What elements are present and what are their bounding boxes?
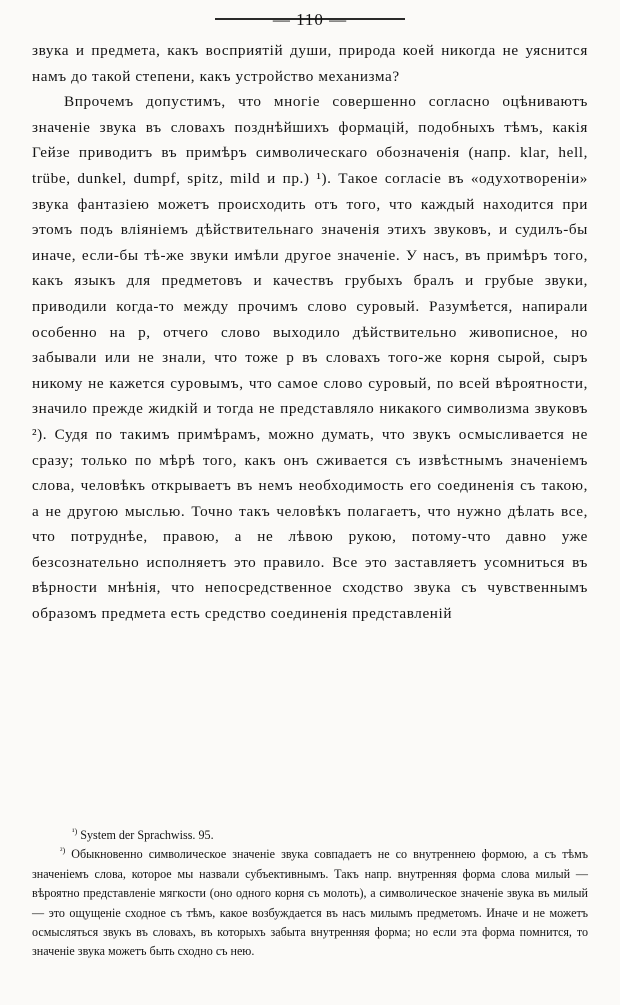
paragraph-continuation: звука и предмета, какъ восприятій души, природа коей никогда не уяснится намъ до такой степени, какъ устройство механизма? [32,42,588,85]
page-number: — 110 — [272,10,348,29]
page-body [32,38,588,627]
footnote-block [32,826,588,962]
footnote-marker-1: ¹) [72,826,78,836]
footnote-2 [32,845,588,961]
footnote-marker-2: ²) [60,846,66,856]
footnote-1 [32,826,588,845]
footnote-text-2: Обыкновенно символическое значеніе звука совпадаетъ не со внутреннею формою, а съ тѣмъ значеніемъ слова, которое мы назвали субъективнымъ. Такъ напр. внутренняя форма слова милый — вѣроятно представленіе мягкости (оно одного корня съ молоть), а символическое значеніе звука въ милый — это ощущеніе сходное съ тѣмъ, какое возбуждается въ насъ милымъ предметомъ. Иначе и не можетъ осмысляться звукъ въ словахъ, въ которыхъ забыта внутренняя форма; но если эта форма помнится, то значеніе звука можетъ быть сходно съ нею. [32,847,588,959]
paragraph-main: Впрочемъ допустимъ, что многіе совершенно согласно оцѣниваютъ значеніе звука въ словахъ позднѣйшихъ формацій, подобныхъ тѣмъ, какія Гейзе приводитъ въ примѣръ символическаго обозначенія (напр. klar, hell, trübe, dunkel, dumpf, spitz, mild и пр.) ¹). Такое согласіе въ «одухотвореніи» звука фантазіею можетъ происходить отъ того, что каждый находится при этомъ подъ вліяніемъ дѣйствительнаго значенія этихъ звуковъ, и судилъ-бы иначе, если-бы тѣ-же звуки имѣли другое значеніе. У насъ, въ примѣръ того, какъ языкъ для предметовъ и качествъ грубыхъ бралъ и грубые звуки, приводили когда-то между прочимъ слово суровый. Разумѣется, напирали особенно на р, отчего слово выходило дѣйствительно живописное, но забывали или не знали, что тоже р въ словахъ того-же корня сырой, сыръ никому не кажется суровымъ, что самое слово суровый, по всей вѣроятности, значило прежде жидкій и тогда не представляло никакого символизма звуковъ ²). Судя по такимъ примѣрамъ, можно думать, что звукъ осмысливается не сразу; только по мѣрѣ того, какъ онъ сживается съ извѣстнымъ значеніемъ слова, человѣкъ открываетъ въ немъ необходимость его соединенія съ такою, а не другою мыслью. Точно такъ человѣкъ полагаетъ, что нужно дѣлать все, что потруднѣе, правою, а не лѣвою рукою, потому-что давно уже безсознательно исполняетъ это правило. Все это заставляетъ усомниться въ вѣрности мнѣнія, что непосредственное сходство звука съ чувственнымъ образомъ предмета есть средство соединенія представленій [32,93,588,623]
footnote-text-1: System der Sprachwiss. 95. [80,828,214,842]
